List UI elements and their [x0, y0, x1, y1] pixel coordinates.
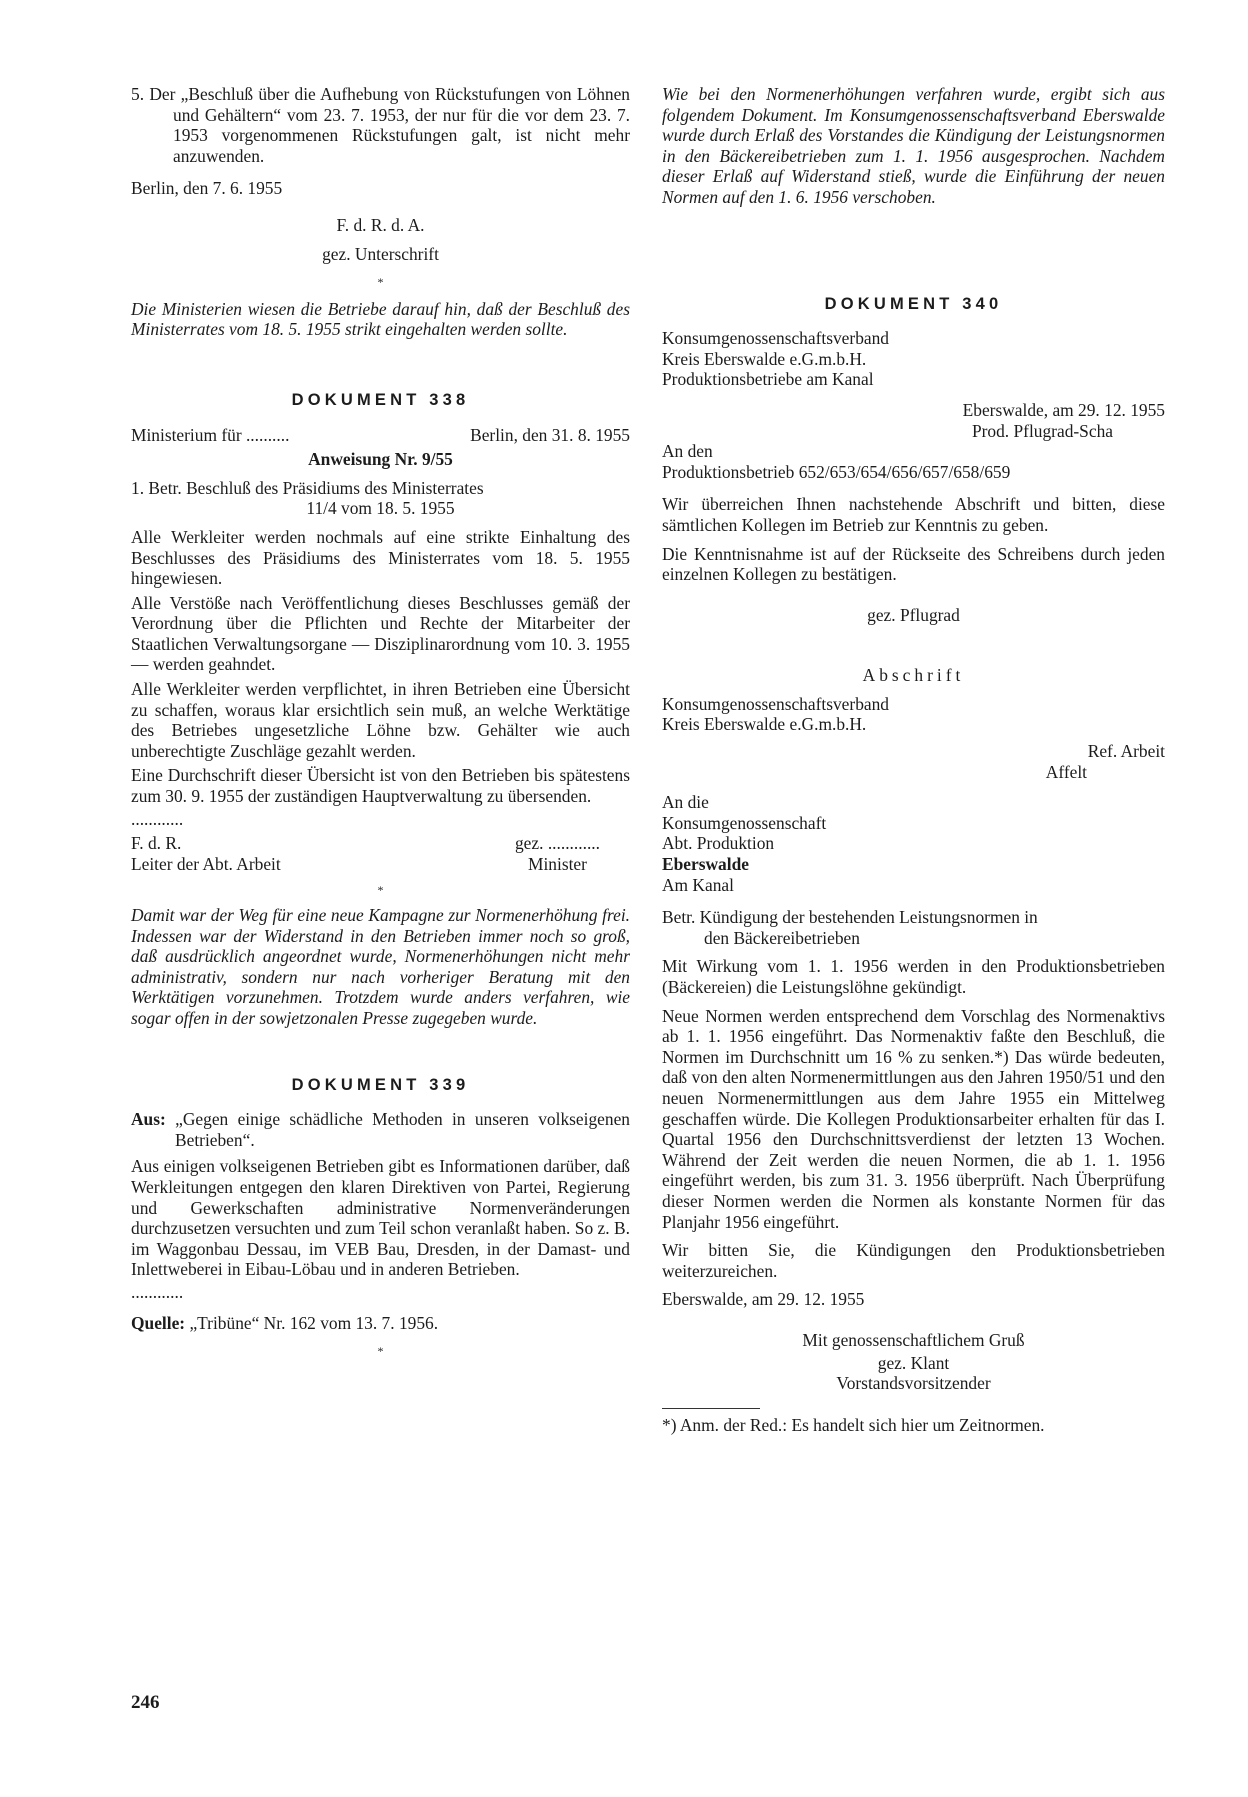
doc338-paragraph: Alle Werkleiter werden verpflichtet, in ihren Betrieben eine Übersicht zu schaffen, woraus klar ersichtlich sein muß, an welche Werktätige des Betriebes ungesetzliche Löhne bzw. Gehälter wie auch unberechtigte Zuschläge gezahlt werden. — [131, 679, 630, 761]
signature-klant: gez. Klant — [877, 1352, 950, 1373]
ministry-line: Ministerium für .......... — [131, 424, 290, 445]
recipient-line: Produktionsbetrieb 652/653/654/656/657/658/659 — [662, 461, 1011, 482]
signature-title: Vorstandsvorsitzender — [836, 1373, 991, 1394]
recipient-block — [662, 441, 1165, 482]
doc339-source-title — [131, 1109, 630, 1150]
date-block — [662, 400, 1165, 441]
commentary-ministries: Die Ministerien wiesen die Betriebe darauf hin, daß der Beschluß des Ministerrates vom 18. 5. 1955 strikt eingehalten werden sollte. — [131, 298, 630, 340]
signature-line: gez. Unterschrift — [322, 243, 439, 264]
doc338-paragraph: Eine Durchschrift dieser Übersicht ist von den Betrieben bis spätestens zum 30. 9. 1955 der zuständigen Hauptverwaltung zu übersenden. — [131, 765, 630, 807]
aus-text: „Gegen einige schädliche Methoden in unseren volkseigenen Betrieben“. — [175, 1109, 630, 1150]
reference-line: Prod. Pflugrad-Scha — [971, 420, 1113, 441]
recipient2-line: Am Kanal — [662, 874, 734, 895]
document-339-heading: DOKUMENT 339 — [291, 1075, 470, 1094]
page-number: 246 — [131, 1692, 160, 1713]
footnote-rule — [662, 1408, 760, 1409]
doc338-betr-line2: 11/4 vom 18. 5. 1955 — [306, 498, 455, 519]
letter-date: Eberswalde, am 29. 12. 1955 — [962, 399, 1165, 420]
fdra-line: F. d. R. d. A. — [336, 214, 425, 235]
reference2-line: Ref. Arbeit — [1087, 741, 1165, 762]
doc338-paragraph: Alle Werkleiter werden nochmals auf eine strikte Einhaltung des Beschlusses des Präsidiums des Ministerrates vom 18. 5. 1955 hingewiesen. — [131, 526, 630, 589]
sender-line: Konsumgenossenschaftsverband — [662, 328, 889, 349]
instruction-title: Anweisung Nr. 9/55 — [308, 449, 453, 470]
right-column — [662, 84, 1165, 1435]
doc339-paragraph: Aus einigen volkseigenen Betrieben gibt es Informationen darüber, daß Werkleitungen entgegen den klaren Direktiven von Partei, Regierung und Gewerkschaften administrative Normenveränderungen durchzusetzen versuchten und zum Teil schon veranlaßt haben. So z. B. im Waggonbau Dessau, im VEB Bau, Dresden, in der Damast- und Inlettweberei in Eibau-Löbau und in anderen Betrieben. — [131, 1156, 630, 1280]
commentary-campaign: Damit war der Weg für eine neue Kampagne zur Normenerhöhung frei. Indessen war der Widerstand in den Betrieben immer noch so groß, daß ausdrücklich angeordnet wurde, Normenerhöhungen nicht mehr administrativ, sondern nur nach vorheriger Beratung mit den Werktätigen vorzunehmen. Trotzdem wurde anders verfahren, wie sogar offen in der sowjetzonalen Presse zugegeben wurde. — [131, 905, 630, 1028]
doc338-signature-row — [131, 833, 630, 874]
recipient2-line: An die — [662, 792, 709, 813]
doc338-gez: gez. ............ — [514, 833, 600, 854]
letter-paragraph: Die Kenntnisnahme ist auf der Rückseite des Schreibens durch jeden einzelnen Kollegen zu bestätigen. — [662, 543, 1165, 585]
doc339-source — [131, 1313, 630, 1334]
commentary-eberswalde: Wie bei den Normenerhöhungen verfahren wurde, ergibt sich aus folgendem Dokument. Im Konsumgenossenschaftsverband Eberswalde wurde durch Erlaß des Vorstandes die Kündigung der Leistungsnormen in den Bäckereibetrieben zum 1. 1. 1956 ausgesprochen. Nachdem dieser Erlaß auf Widerstand stieß, wurde die Einführung der neuen Normen auf den 1. 6. 1956 verschoben. — [662, 84, 1165, 207]
reference2-block — [662, 741, 1165, 782]
letter-paragraph: Neue Normen werden entsprechend dem Vorschlag des Normenaktivs ab 1. 1. 1956 eingeführt. Das Normenaktiv faßte den Beschluß, die Normen im Durchschnitt um 16 % zu senken.*) Das würde bedeuten, daß von den alten Normenermittlungen aus den Jahren 1950/51 und den neuen Normenermittlungen aus dem Jahre 1955 ein Mittelweg geschaffen würde. Die Kollegen Produktionsarbeiter erhalten für das I. Quartal 1956 den Durchschnittsverdienst der letzten 13 Wochen. Während der Zeit werden die neuen Normen, die ab 1. 1. 1956 eingeführt werden, bis zum 31. 3. 1956 überprüft. Nach Überprüfung dieser Normen werden die Normen als konstante Normen für das Planjahr 1956 eingeführt. — [662, 1005, 1165, 1232]
document-338-heading: DOKUMENT 338 — [291, 390, 470, 409]
betr-line2: den Bäckereibetrieben — [704, 927, 860, 948]
greeting: Mit genossenschaftlichem Gruß — [802, 1329, 1025, 1350]
document-340-heading: DOKUMENT 340 — [824, 294, 1003, 313]
separator-star: * — [377, 883, 384, 898]
ellipsis-dots: ............ — [131, 1281, 184, 1302]
betr-line1: Betr. Kündigung der bestehenden Leistungsnormen in — [662, 907, 1038, 928]
sender2-line: Konsumgenossenschaftsverband — [662, 693, 889, 714]
footnote: *) Anm. der Red.: Es handelt sich hier um Zeitnormen. — [662, 1414, 1045, 1435]
reference2-name: Affelt — [1045, 761, 1087, 782]
separator-star: * — [377, 275, 384, 290]
sender2-line: Kreis Eberswalde e.G.m.b.H. — [662, 714, 867, 735]
doc338-department-head: Leiter der Abt. Arbeit — [131, 853, 281, 874]
quelle-text: „Tribüne“ Nr. 162 vom 13. 7. 1956. — [189, 1312, 439, 1333]
recipient-line: An den — [662, 441, 713, 462]
doc338-paragraph: Alle Verstöße nach Veröffentlichung dieses Beschlusses gemäß der Verordnung über die Pflichten und Rechte der Mitarbeiter der Staatlichen Verwaltungsorgane — Disziplinarordnung vom 10. 3. 1955 — werden geahndet. — [131, 592, 630, 675]
place-date: Berlin, den 7. 6. 1955 — [131, 178, 283, 199]
letter-paragraph: Wir bitten Sie, die Kündigungen den Produktionsbetrieben weiterzureichen. — [662, 1240, 1165, 1281]
left-column — [131, 84, 630, 1362]
doc338-header-row — [131, 425, 630, 446]
letter-place-date: Eberswalde, am 29. 12. 1955 — [662, 1289, 865, 1310]
ellipsis-dots: ............ — [131, 808, 184, 829]
recipient2-block — [662, 792, 1165, 895]
aus-label: Aus: — [131, 1109, 166, 1130]
recipient2-line: Konsumgenossenschaft — [662, 812, 827, 833]
doc338-betr-line1: 1. Betr. Beschluß des Präsidiums des Ministerrates — [131, 477, 484, 498]
doc338-minister: Minister — [528, 853, 587, 874]
signature-pflugrad: gez. Pflugrad — [867, 604, 960, 625]
recipient2-city: Eberswalde — [662, 854, 749, 875]
letter-paragraph: Mit Wirkung vom 1. 1. 1956 werden in den Produktionsbetrieben (Bäckereien) die Leistungslöhne gekündigt. — [662, 956, 1165, 997]
sender-line: Produktionsbetriebe am Kanal — [662, 369, 874, 390]
sender2-block — [662, 694, 1165, 735]
doc338-fdr: F. d. R. — [131, 833, 182, 854]
letter-paragraph: Wir überreichen Ihnen nachstehende Abschrift und bitten, diese sämtlichen Kollegen im Betrieb zur Kenntnis zu geben. — [662, 494, 1165, 535]
separator-star: * — [377, 1344, 384, 1359]
quelle-label: Quelle: — [131, 1312, 186, 1333]
sender-block — [662, 328, 1165, 390]
abschrift-heading: Abschrift — [862, 665, 965, 686]
recipient2-line: Abt. Produktion — [662, 833, 775, 854]
item-5: 5. Der „Beschluß über die Aufhebung von Rückstufungen von Löhnen und Gehältern“ vom 23. 7. 1953, der nur für die vor dem 23. 7. 1953 vorgenommenen Rückstufungen galt, ist nicht mehr anzuwenden. — [131, 84, 630, 166]
doc338-date: Berlin, den 31. 8. 1955 — [470, 424, 630, 445]
sender-line: Kreis Eberswalde e.G.m.b.H. — [662, 348, 867, 369]
